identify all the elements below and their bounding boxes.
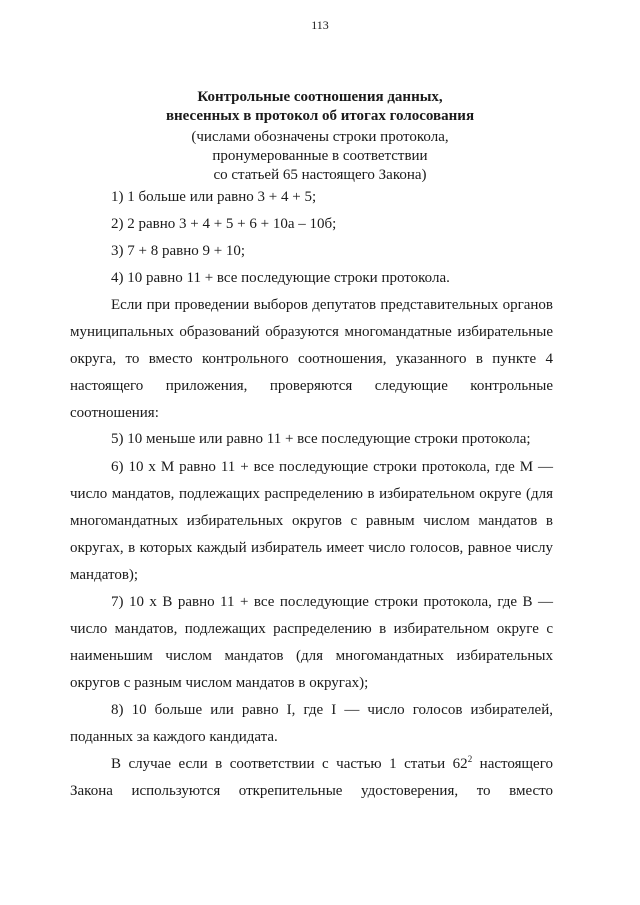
item6-line-2: число мандатов, подлежащих распределению в избирательном округе (для xyxy=(70,486,553,502)
para1-line-3: округа, то вместо контрольного соотношения, указанного в пункте 4 xyxy=(70,351,553,367)
para1-line-5: соотношения: xyxy=(70,405,159,421)
item7-line-4: округов с разным числом мандатов в округах); xyxy=(70,675,369,691)
item7-line-3: наименьшим числом мандатов (для многомандатных избирательных xyxy=(70,648,553,664)
document-title xyxy=(0,88,640,126)
item6-line-5: мандатов); xyxy=(70,567,139,583)
subtitle-line-1: (числами обозначены строки протокола, xyxy=(191,129,449,145)
para1-line-2: муниципальных образований образуются многомандатные избирательные xyxy=(70,324,553,340)
item-5: 5) 10 меньше или равно 11 + все последующие строки протокола; xyxy=(111,431,531,447)
para1-line-4: настоящего приложения, проверяются следующие контрольные xyxy=(70,378,553,394)
para2-line-1-end: настоящего xyxy=(472,756,553,772)
document-subtitle xyxy=(0,128,640,185)
para2-line-2: Закона используются открепительные удостоверения, то вместо xyxy=(70,783,553,799)
article-superscript: 2 xyxy=(467,754,473,764)
title-line-1: Контрольные соотношения данных, xyxy=(197,89,443,105)
item8-line-1: 8) 10 больше или равно I, где I — число голосов избирателей, xyxy=(111,702,553,718)
item7-line-2: число мандатов, подлежащих распределению в избирательном округе с xyxy=(70,621,553,637)
item6-line-4: округах, в которых каждый избиратель имеет число голосов, равное числу xyxy=(70,540,553,556)
para2-line-1 xyxy=(111,755,553,774)
item-1: 1) 1 больше или равно 3 + 4 + 5; xyxy=(111,189,317,205)
item6-line-1: 6) 10 x М равно 11 + все последующие строки протокола, где М — xyxy=(111,459,553,475)
para2-line-1-text: В случае если в соответствии с частью 1 статьи 62 xyxy=(111,756,468,772)
subtitle-line-3: со статьей 65 настоящего Закона) xyxy=(213,167,427,183)
subtitle-line-2: пронумерованные в соответствии xyxy=(212,148,428,164)
para1-line-1: Если при проведении выборов депутатов представительных органов xyxy=(111,297,553,313)
item-4: 4) 10 равно 11 + все последующие строки протокола. xyxy=(111,270,450,286)
item-2: 2) 2 равно 3 + 4 + 5 + 6 + 10а – 10б; xyxy=(111,216,337,232)
item-3: 3) 7 + 8 равно 9 + 10; xyxy=(111,243,246,259)
page-number: 113 xyxy=(311,18,329,32)
item7-line-1: 7) 10 x В равно 11 + все последующие строки протокола, где В — xyxy=(111,594,553,610)
item6-line-3: многомандатных избирательных округов с равным числом мандатов в xyxy=(70,513,553,529)
title-line-2: внесенных в протокол об итогах голосования xyxy=(165,108,475,124)
item8-line-2: поданных за каждого кандидата. xyxy=(70,729,278,745)
